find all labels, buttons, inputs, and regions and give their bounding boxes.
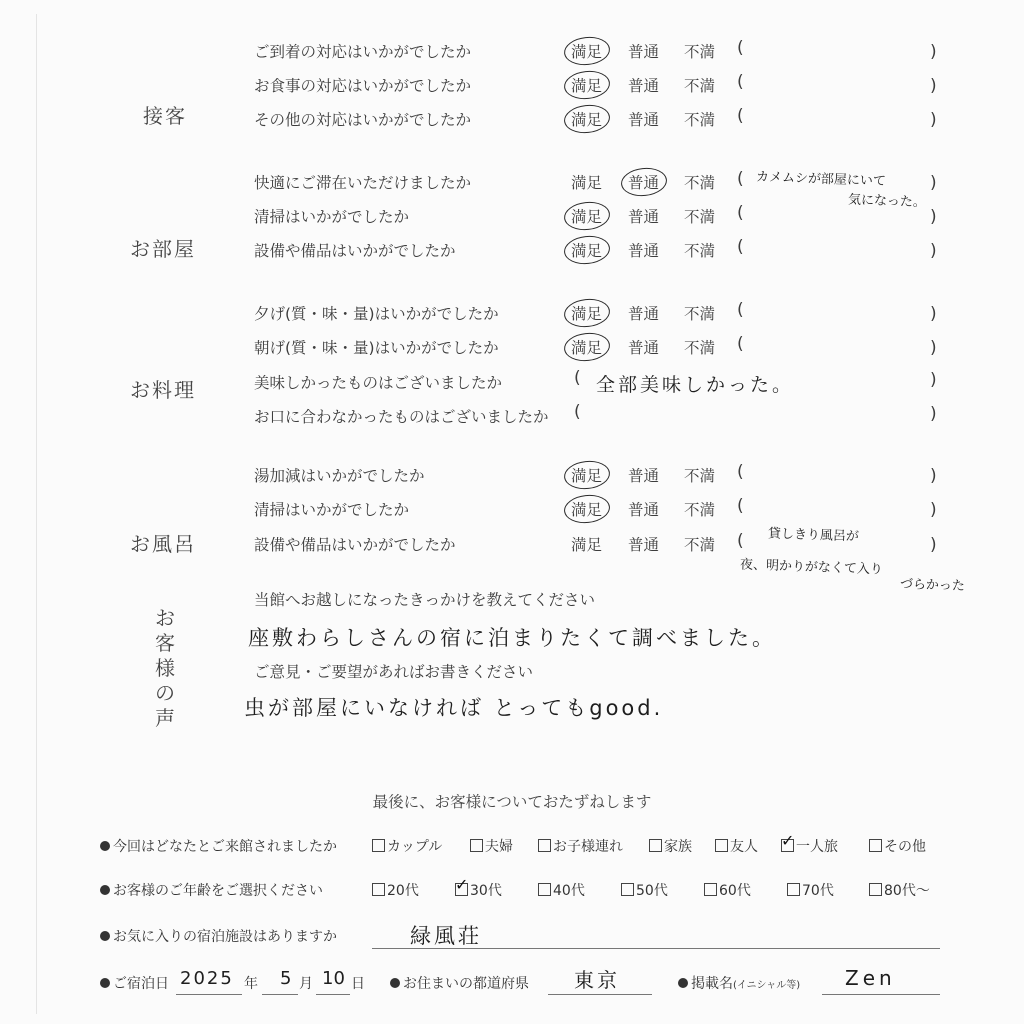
rating-option[interactable]: 満足 [571, 208, 603, 226]
rating-option[interactable]: 普通 [628, 501, 660, 519]
stay-label [100, 973, 169, 993]
check-mark-icon: ✓ [455, 875, 469, 894]
rating-option[interactable]: 満足 [571, 467, 603, 485]
checkbox-option[interactable] [470, 836, 513, 856]
checkbox-option[interactable] [649, 836, 692, 856]
checkbox-option[interactable] [372, 836, 442, 856]
checkbox-box[interactable] [470, 839, 483, 852]
open-paren: ( [737, 72, 744, 92]
bath-comment-line3: づらかった [899, 576, 966, 595]
close-paren: ) [930, 466, 937, 486]
checkbox-box[interactable] [869, 883, 882, 896]
open-paren: ( [737, 237, 744, 257]
name-note: (イニシャル等) [733, 980, 801, 991]
voice-label-char: 客 [155, 631, 175, 655]
bullet-icon [100, 978, 110, 988]
open-paren: ( [737, 462, 744, 482]
checkbox-option[interactable] [455, 875, 502, 900]
bullet-icon [100, 885, 110, 895]
open-paren: ( [737, 169, 744, 189]
close-paren: ) [930, 42, 937, 62]
close-paren: ) [930, 500, 937, 520]
close-paren: ) [930, 338, 937, 358]
section-label-service: 接客 [143, 104, 187, 128]
checkbox-box[interactable] [781, 831, 795, 852]
rating-option[interactable]: 普通 [628, 174, 660, 192]
rating-option[interactable]: 不満 [684, 43, 716, 61]
rating-option[interactable]: 普通 [628, 111, 660, 129]
checkbox-option[interactable] [715, 836, 758, 856]
rating-option[interactable]: 普通 [628, 242, 660, 260]
checkbox-option[interactable] [621, 880, 668, 900]
name-answer[interactable]: Zen [845, 966, 896, 990]
bath-comment-line1: 貸しきり風呂が [767, 526, 860, 545]
favorite-label-text: お気に入りの宿泊施設はありますか [113, 929, 337, 945]
checkbox-option[interactable] [787, 880, 834, 900]
bath-comment-line2: 夜、明かりがなくて入り [739, 557, 884, 578]
checkbox-option[interactable] [372, 880, 419, 900]
rating-option[interactable]: 普通 [628, 208, 660, 226]
checkbox-option[interactable] [869, 836, 926, 856]
section-label-food: お料理 [130, 378, 196, 402]
stay-year[interactable]: 2025 [180, 968, 234, 989]
close-paren: ) [930, 304, 937, 324]
checkbox-label: 80代～ [884, 883, 930, 899]
question-text: 清掃はいかがでしたか [254, 501, 410, 519]
question-text: その他の対応はいかがでしたか [254, 111, 472, 129]
checkbox-box[interactable] [538, 883, 551, 896]
favorite-answer[interactable]: 緑風荘 [410, 924, 482, 948]
check-mark-icon: ✓ [781, 831, 795, 850]
open-paren: ( [737, 334, 744, 354]
close-paren: ) [930, 110, 937, 130]
open-paren: ( [737, 300, 744, 320]
question-text: 朝げ(質・味・量)はいかがでしたか [254, 339, 499, 357]
open-paren: ( [574, 402, 581, 422]
prefecture-underline [548, 994, 652, 995]
close-paren: ) [930, 173, 937, 193]
checkbox-box[interactable] [704, 883, 717, 896]
open-paren: ( [737, 106, 744, 126]
checkbox-label: 50代 [636, 883, 668, 899]
reason-prompt: 当館へお越しになったきっかけを教えてください [254, 591, 596, 609]
rating-option[interactable]: 満足 [571, 305, 603, 323]
open-paren: ( [737, 496, 744, 516]
rating-option[interactable]: 不満 [684, 501, 716, 519]
opinion-answer: 虫が部屋にいなければ とってもgood. [244, 696, 664, 720]
month-unit: 月 [299, 976, 313, 992]
voice-label-char: 声 [155, 706, 175, 730]
rating-option[interactable]: 満足 [571, 77, 603, 95]
checkbox-label: 20代 [387, 883, 419, 899]
checkbox-label: 家族 [664, 839, 692, 855]
reason-answer: 座敷わらしさんの宿に泊まりたくて調べました。 [248, 626, 776, 650]
question-text: 美味しかったものはございましたか [254, 374, 503, 392]
stay-month[interactable]: 5 [280, 968, 292, 989]
year-underline [176, 994, 242, 995]
open-paren: ( [737, 38, 744, 58]
room-comment-line1: カメムシが部屋にいて [755, 169, 887, 190]
rating-option[interactable]: 満足 [571, 43, 603, 61]
checkbox-option[interactable] [781, 831, 838, 856]
checkbox-box[interactable] [455, 875, 469, 896]
voice-label-char: 様 [155, 656, 175, 680]
checkbox-label: 70代 [802, 883, 834, 899]
checkbox-box[interactable] [787, 883, 800, 896]
rating-option[interactable]: 満足 [571, 111, 603, 129]
open-paren: ( [574, 368, 581, 388]
question-text: 清掃はいかがでしたか [254, 208, 410, 226]
rating-option[interactable]: 普通 [628, 339, 660, 357]
rating-option[interactable]: 満足 [571, 501, 603, 519]
bullet-icon [678, 978, 688, 988]
checkbox-box[interactable] [372, 883, 385, 896]
day-unit: 日 [351, 976, 365, 992]
question-text: 快適にご滞在いただけましたか [254, 174, 472, 192]
rating-option[interactable]: 不満 [684, 174, 716, 192]
rating-option[interactable]: 不満 [684, 208, 716, 226]
checkbox-label: 夫婦 [485, 839, 513, 855]
rating-option[interactable]: 不満 [684, 242, 716, 260]
stay-label-text: ご宿泊日 [113, 976, 169, 992]
rating-option[interactable]: 不満 [684, 536, 716, 554]
voice-label [150, 606, 180, 731]
checkbox-option[interactable] [704, 880, 751, 900]
close-paren: ) [930, 207, 937, 227]
checkbox-option[interactable] [869, 880, 930, 900]
month-underline [262, 994, 298, 995]
name-label-text: 掲載名 [691, 976, 733, 992]
checkbox-label: 友人 [730, 839, 758, 855]
rating-option[interactable]: 普通 [628, 305, 660, 323]
rating-option[interactable]: 普通 [628, 536, 660, 554]
day-underline [316, 994, 350, 995]
rating-option[interactable]: 満足 [571, 174, 603, 192]
rating-option[interactable]: 満足 [571, 242, 603, 260]
rating-option[interactable]: 満足 [571, 339, 603, 357]
rating-option[interactable]: 不満 [684, 111, 716, 129]
stay-day[interactable]: 10 [322, 968, 345, 989]
open-paren: ( [737, 203, 744, 223]
question-text: 湯加減はいかがでしたか [254, 467, 425, 485]
bullet-icon [390, 978, 400, 988]
checkbox-label: その他 [884, 839, 926, 855]
companions-label [100, 836, 337, 856]
rating-option[interactable]: 普通 [628, 43, 660, 61]
section-label-room: お部屋 [130, 237, 196, 261]
checkbox-label: カップル [387, 839, 443, 855]
year-unit: 年 [244, 976, 258, 992]
checkbox-box[interactable] [649, 839, 662, 852]
checkbox-box[interactable] [372, 839, 385, 852]
bullet-icon [100, 931, 110, 941]
checkbox-box[interactable] [715, 839, 728, 852]
room-comment-line2: 気になった。 [847, 192, 927, 211]
close-paren: ) [930, 404, 937, 424]
open-paren: ( [737, 531, 744, 551]
question-text: 夕げ(質・味・量)はいかがでしたか [254, 305, 499, 323]
voice-label-char: お [155, 606, 175, 630]
rating-option[interactable]: 不満 [684, 77, 716, 95]
question-text: ご到着の対応はいかがでしたか [254, 43, 472, 61]
close-paren: ) [930, 535, 937, 555]
companions-label-text: 今回はどなたとご来館されましたか [113, 839, 337, 855]
food-good-comment: 全部美味しかった。 [596, 374, 795, 396]
prefecture-label-text: お住まいの都道府県 [403, 976, 529, 992]
bullet-icon [100, 841, 110, 851]
close-paren: ) [930, 76, 937, 96]
opinion-prompt: ご意見・ご要望があればお書きください [254, 663, 534, 681]
rating-option[interactable]: 不満 [684, 305, 716, 323]
close-paren: ) [930, 370, 937, 390]
checkbox-label: 60代 [719, 883, 751, 899]
checkbox-label: 一人旅 [796, 839, 838, 855]
voice-label-char: の [155, 681, 175, 705]
question-text: お口に合わなかったものはございましたか [254, 408, 549, 426]
rating-option[interactable]: 満足 [571, 536, 603, 554]
name-underline [822, 994, 940, 995]
rating-option[interactable]: 不満 [684, 339, 716, 357]
question-text: 設備や備品はいかがでしたか [254, 242, 456, 260]
checkbox-option[interactable] [538, 836, 623, 856]
checkbox-box[interactable] [869, 839, 882, 852]
favorite-underline [372, 948, 940, 949]
scan-edge [36, 14, 977, 1014]
checkbox-option[interactable] [538, 880, 585, 900]
rating-option[interactable]: 普通 [628, 467, 660, 485]
checkbox-label: 40代 [553, 883, 585, 899]
checkbox-box[interactable] [621, 883, 634, 896]
section-label-bath: お風呂 [130, 532, 196, 556]
checkbox-label: お子様連れ [553, 839, 623, 855]
rating-option[interactable]: 不満 [684, 467, 716, 485]
prefecture-answer[interactable]: 東京 [574, 968, 620, 992]
age-label-text: お客様のご年齢をご選択ください [113, 883, 323, 899]
favorite-label [100, 926, 337, 946]
age-label [100, 880, 323, 900]
closing-note: 最後に、お客様についておたずねします [372, 793, 652, 811]
name-label [678, 973, 800, 993]
checkbox-box[interactable] [538, 839, 551, 852]
checkbox-label: 30代 [470, 883, 502, 899]
close-paren: ) [930, 241, 937, 261]
question-text: 設備や備品はいかがでしたか [254, 536, 456, 554]
rating-option[interactable]: 普通 [628, 77, 660, 95]
question-text: お食事の対応はいかがでしたか [254, 77, 472, 95]
prefecture-label [390, 973, 529, 993]
